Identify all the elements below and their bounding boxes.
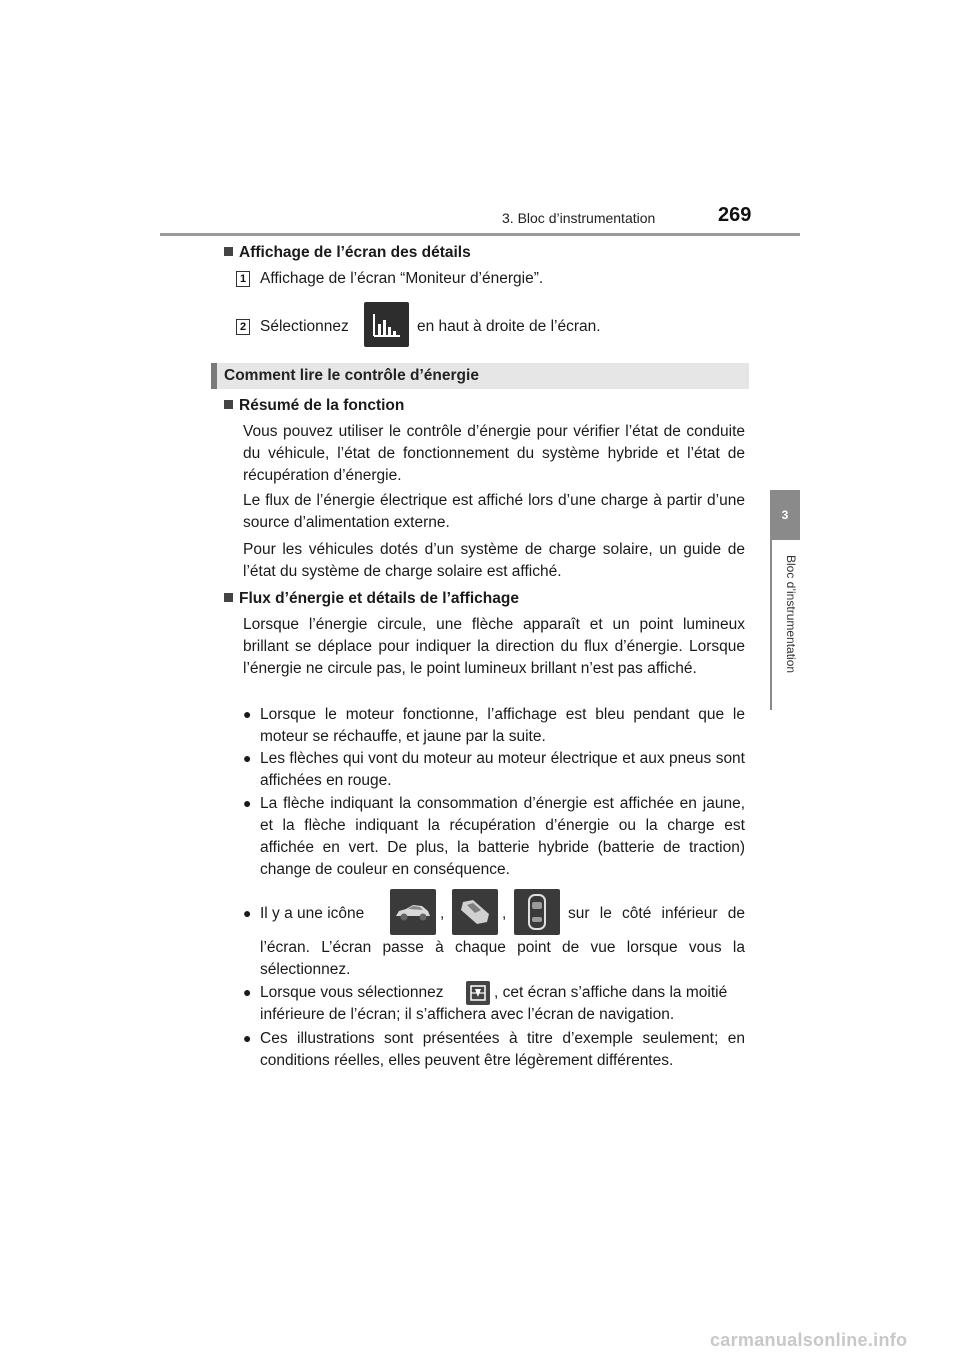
details-heading: [224, 242, 471, 264]
bullet-4-before: Il y a une icône: [260, 905, 365, 922]
top-view-car-glyph: [527, 893, 547, 931]
side-tab-label: Bloc d’instrumentation: [784, 555, 798, 674]
aerial-view-car-glyph: [457, 896, 493, 928]
summary-paragraph-1: Vous pouvez utiliser le contrôle d’énergie pour vérifier l’état de conduite du véhicule, l’état de fonctionnement du système hybride et l’état de récupération d’énergie.: [243, 423, 745, 484]
square-bullet-icon: [224, 247, 233, 256]
bullet-dot: ●: [243, 1030, 252, 1046]
bullet-dot: ●: [243, 905, 252, 921]
side-view-car-icon[interactable]: [390, 889, 436, 935]
split-screen-icon[interactable]: [466, 981, 490, 1005]
bullet-dot: ●: [243, 706, 252, 722]
side-view-car-glyph: [393, 901, 433, 923]
page-number: 269: [718, 204, 752, 226]
step-number-1: 1: [236, 271, 250, 287]
summary-heading: [224, 395, 404, 417]
bullet-4-sep2: ,: [502, 905, 507, 922]
bar-chart-icon-glyph: [372, 312, 402, 338]
top-view-car-icon[interactable]: [514, 889, 560, 935]
section-title: Comment lire le contrôle d’énergie: [224, 367, 479, 384]
bullet-5-continuation: inférieure de l’écran; il s’affichera avec l’écran de navigation.: [260, 1006, 675, 1023]
bullet-5-before: Lorsque vous sélectionnez: [260, 984, 444, 1001]
bar-chart-icon[interactable]: [364, 302, 409, 347]
header-rule: [160, 233, 800, 236]
aerial-view-car-icon[interactable]: [452, 889, 498, 935]
bullet-1-text: Lorsque le moteur fonctionne, l’affichage est bleu pendant que le moteur se réchauffe, et jaune par la suite.: [260, 706, 745, 745]
bullet-4-sep1: ,: [440, 905, 445, 922]
watermark: carmanualsonline.info: [710, 1330, 908, 1350]
step-number-2: 2: [236, 319, 250, 335]
bullet-4-after: sur le côté inférieur de: [568, 905, 745, 922]
side-tab-number: 3: [770, 490, 800, 540]
square-bullet-icon: [224, 400, 233, 409]
split-screen-glyph: [470, 985, 486, 1001]
bullet-6-text: Ces illustrations sont présentées à titre d’exemple seulement; en conditions réelles, elles peuvent être légèrement différentes.: [260, 1030, 745, 1069]
details-heading-text: Affichage de l’écran des détails: [239, 244, 471, 261]
side-tab-line: [770, 540, 772, 710]
step1-text: Affichage de l’écran “Moniteur d’énergie”.: [260, 270, 544, 287]
summary-paragraph-3: Pour les véhicules dotés d’un système de charge solaire, un guide de l’état du système de charge solaire est affiché.: [243, 541, 745, 580]
bullet-3-text: La flèche indiquant la consommation d’énergie est affichée en jaune, et la flèche indiquant la récupération d’énergie ou la charge est affichée en vert. De plus, la batterie hybride (batterie de traction) change de couleur en conséquence.: [260, 795, 745, 878]
square-bullet-icon: [224, 593, 233, 602]
bullet-5-after: , cet écran s’affiche dans la moitié: [494, 984, 728, 1001]
bullet-2-text: Les flèches qui vont du moteur au moteur électrique et aux pneus sont affichées en rouge.: [260, 750, 745, 789]
bullet-dot: ●: [243, 984, 252, 1000]
flow-heading-text: Flux d’énergie et détails de l’affichage: [239, 590, 519, 607]
bullet-dot: ●: [243, 750, 252, 766]
bullet-4-continuation: l’écran. L’écran passe à chaque point de vue lorsque vous la sélectionnez.: [260, 939, 745, 978]
bullet-dot: ●: [243, 795, 252, 811]
chapter-title: 3. Bloc d’instrumentation: [502, 210, 656, 226]
flow-heading: [224, 588, 519, 610]
step2-before: Sélectionnez: [260, 318, 349, 335]
summary-paragraph-2: Le flux de l’énergie électrique est affiché lors d’une charge à partir d’une source d’alimentation externe.: [243, 492, 745, 531]
flow-paragraph: Lorsque l’énergie circule, une flèche apparaît et un point lumineux brillant se déplace pour indiquer la direction du flux d’énergie. Lorsque l’énergie ne circule pas, le point lumineux brillant n’est pas affiché.: [243, 616, 745, 677]
summary-heading-text: Résumé de la fonction: [239, 397, 405, 414]
step2-after: en haut à droite de l’écran.: [417, 318, 601, 335]
